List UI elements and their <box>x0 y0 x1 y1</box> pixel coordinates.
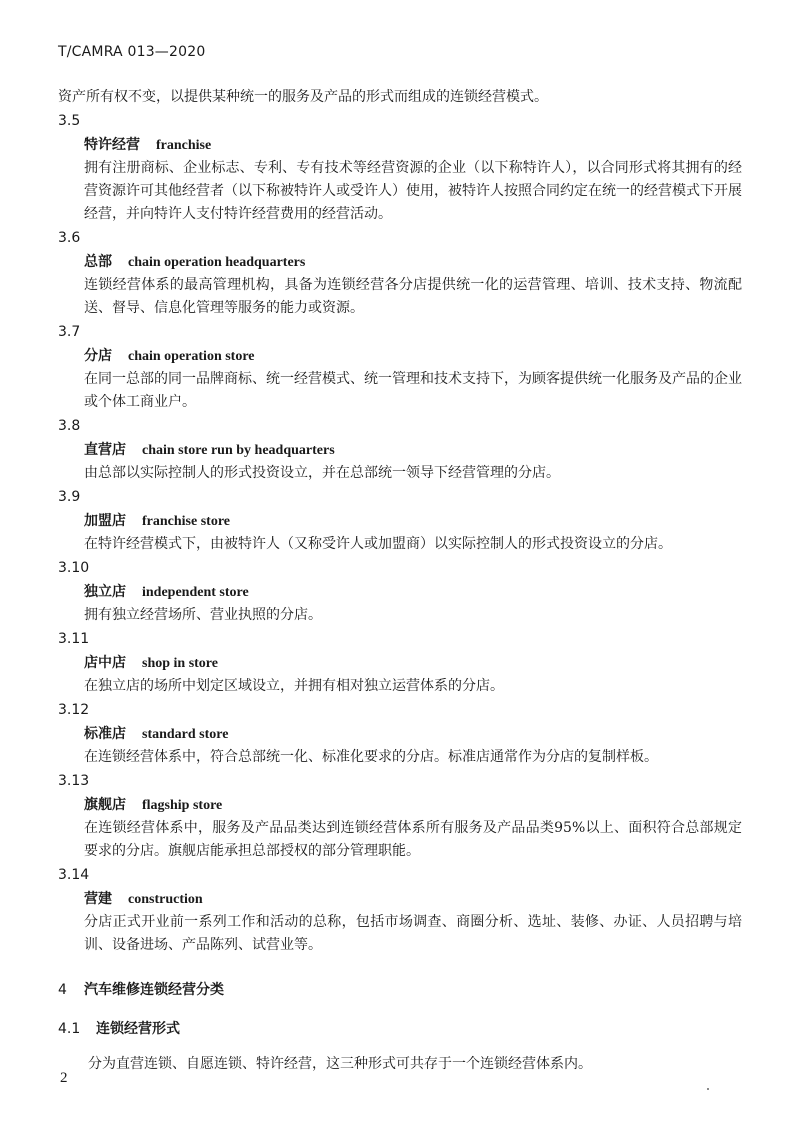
subsection-heading <box>58 1018 742 1041</box>
term-english: flagship store <box>142 798 223 813</box>
term-english: shop in store <box>142 656 218 671</box>
term-english: construction <box>128 892 203 907</box>
term-entry <box>58 864 742 957</box>
term-chinese: 总部 <box>84 254 112 270</box>
term-entry <box>58 699 742 769</box>
term-list <box>58 110 742 957</box>
term-definition: 拥有独立经营场所、营业执照的分店。 <box>84 607 322 623</box>
term-definition: 由总部以实际控制人的形式投资设立，并在总部统一领导下经营管理的分店。 <box>84 465 560 481</box>
chapter-heading <box>58 979 742 1002</box>
term-chinese: 特许经营 <box>84 137 140 153</box>
term-chinese: 独立店 <box>84 584 126 600</box>
page-content <box>58 86 742 1076</box>
term-chinese: 分店 <box>84 348 112 364</box>
term-english: chain store run by headquarters <box>142 443 335 458</box>
subsection-text: 分为直营连锁、自愿连锁、特许经营，这三种形式可共存于一个连锁经营体系内。 <box>88 1056 592 1072</box>
term-number: 3.11 <box>58 631 90 647</box>
term-heading <box>58 794 742 817</box>
term-number: 3.7 <box>58 324 81 340</box>
term-entry <box>58 628 742 698</box>
term-entry <box>58 557 742 627</box>
term-number: 3.12 <box>58 702 90 718</box>
document-code-header: T/CAMRA 013—2020 <box>58 44 206 60</box>
term-chinese: 店中店 <box>84 655 126 671</box>
page-number: 2 <box>60 1070 68 1086</box>
term-english: independent store <box>142 585 249 600</box>
term-entry <box>58 486 742 556</box>
term-heading <box>58 134 742 157</box>
term-heading <box>58 510 742 533</box>
term-number: 3.13 <box>58 773 90 789</box>
term-heading <box>58 652 742 675</box>
term-number: 3.10 <box>58 560 90 576</box>
scan-dot <box>707 1088 709 1090</box>
term-definition: 分店正式开业前一系列工作和活动的总称，包括市场调查、商圈分析、选址、装修、办证、人员招聘与培训、设备进场、产品陈列、试营业等。 <box>84 914 742 953</box>
term-chinese: 旗舰店 <box>84 797 126 813</box>
term-chinese: 加盟店 <box>84 513 126 529</box>
term-number: 3.8 <box>58 418 81 434</box>
term-english: standard store <box>142 727 229 742</box>
term-english: franchise store <box>142 514 230 529</box>
chapter-number: 4 <box>58 982 67 998</box>
term-number: 3.14 <box>58 867 90 883</box>
term-chinese: 标准店 <box>84 726 126 742</box>
term-definition: 在连锁经营体系中，符合总部统一化、标准化要求的分店。标准店通常作为分店的复制样板。 <box>84 749 658 765</box>
subsection-title: 连锁经营形式 <box>96 1021 180 1037</box>
term-heading <box>58 251 742 274</box>
term-english: chain operation headquarters <box>128 255 306 270</box>
term-heading <box>58 723 742 746</box>
term-entry <box>58 770 742 863</box>
term-chinese: 直营店 <box>84 442 126 458</box>
term-definition: 在独立店的场所中划定区域设立，并拥有相对独立运营体系的分店。 <box>84 678 504 694</box>
term-heading <box>58 888 742 911</box>
term-heading <box>58 345 742 368</box>
chapter-title: 汽车维修连锁经营分类 <box>84 982 224 998</box>
term-entry <box>58 415 742 485</box>
subsection-number: 4.1 <box>58 1021 81 1037</box>
term-definition: 拥有注册商标、企业标志、专利、专有技术等经营资源的企业（以下称特许人），以合同形式将其拥有的经营资源许可其他经营者（以下称被特许人或受许人）使用，被特许人按照合同约定在统一的经营模式下开展经营，并向特许人支付特许经营费用的经营活动。 <box>84 160 742 222</box>
term-entry <box>58 227 742 320</box>
term-definition: 在连锁经营体系中，服务及产品品类达到连锁经营体系所有服务及产品品类95%以上、面积符合总部规定要求的分店。旗舰店能承担总部授权的部分管理职能。 <box>84 820 742 859</box>
term-number: 3.9 <box>58 489 81 505</box>
term-entry <box>58 321 742 414</box>
term-entry <box>58 110 742 226</box>
term-definition: 在特许经营模式下，由被特许人（又称受许人或加盟商）以实际控制人的形式投资设立的分店。 <box>84 536 672 552</box>
term-english: franchise <box>156 138 212 153</box>
intro-line: 资产所有权不变，以提供某种统一的服务及产品的形式而组成的连锁经营模式。 <box>58 89 548 105</box>
term-definition: 连锁经营体系的最高管理机构，具备为连锁经营各分店提供统一化的运营管理、培训、技术支持、物流配送、督导、信息化管理等服务的能力或资源。 <box>84 277 742 316</box>
term-definition: 在同一总部的同一品牌商标、统一经营模式、统一管理和技术支持下，为顾客提供统一化服务及产品的企业或个体工商业户。 <box>84 371 742 410</box>
term-number: 3.6 <box>58 230 81 246</box>
term-heading <box>58 581 742 604</box>
term-number: 3.5 <box>58 113 81 129</box>
term-english: chain operation store <box>128 349 255 364</box>
term-heading <box>58 439 742 462</box>
term-chinese: 营建 <box>84 891 112 907</box>
